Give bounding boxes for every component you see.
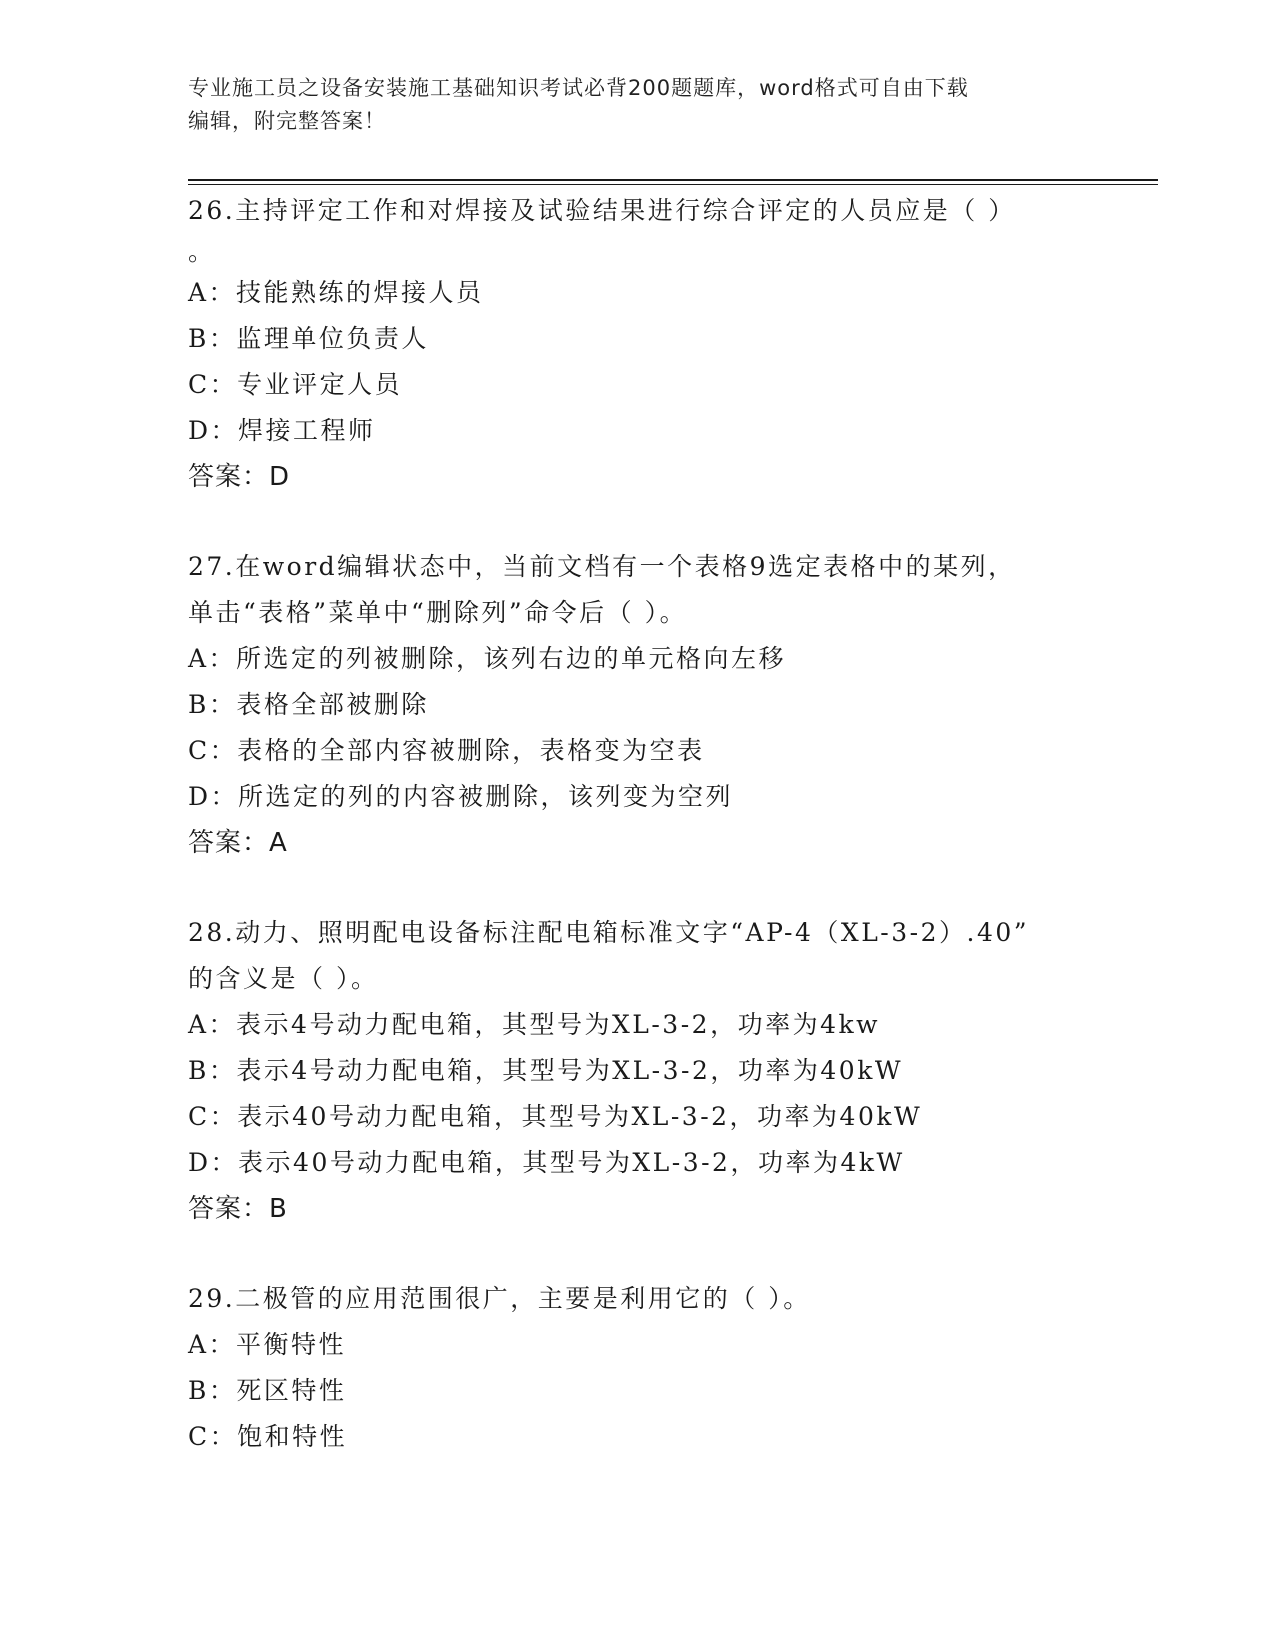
question-stem-continued: 。 [188,237,216,266]
question-stem-continued: 的含义是（ ）。 [188,964,379,993]
question-spacer [188,866,1088,910]
document-header [188,72,1088,138]
option-b: B：表示4号动力配电箱，其型号为XL-3-2，功率为40kW [188,1056,904,1085]
question-stem: 27.在word编辑状态中，当前文档有一个表格9选定表格中的某列， [188,552,1016,581]
question-27 [188,544,1088,866]
header-divider-thick [188,179,1158,181]
question-list [188,188,1088,1460]
question-stem: 29.二极管的应用范围很广，主要是利用它的（ ）。 [188,1284,811,1313]
answer-line: 答案：B [188,1194,288,1224]
option-d: D：表示40号动力配电箱，其型号为XL-3-2，功率为4kW [188,1148,905,1177]
question-stem-continued: 单击“表格”菜单中“删除列”命令后（ ）。 [188,598,688,627]
question-spacer [188,1232,1088,1276]
answer-line: 答案：A [188,828,288,858]
option-a: A：技能熟练的焊接人员 [188,278,484,307]
header-divider-thin [188,184,1158,185]
question-26 [188,188,1088,500]
option-c: C：表格的全部内容被删除，表格变为空表 [188,736,705,765]
option-b: B：死区特性 [188,1376,347,1405]
question-29 [188,1276,1088,1460]
question-stem: 26.主持评定工作和对焊接及试验结果进行综合评定的人员应是（ ） [188,196,1016,225]
option-b: B：表格全部被删除 [188,690,429,719]
option-d: D：所选定的列的内容被删除，该列变为空列 [188,782,734,811]
option-a: A：表示4号动力配电箱，其型号为XL-3-2，功率为4kw [188,1010,881,1039]
option-c: C：表示40号动力配电箱，其型号为XL-3-2，功率为40kW [188,1102,923,1131]
option-c: C：饱和特性 [188,1422,348,1451]
option-b: B：监理单位负责人 [188,324,429,353]
option-c: C：专业评定人员 [188,370,403,399]
question-28 [188,910,1088,1232]
question-spacer [188,500,1088,544]
answer-line: 答案：D [188,462,291,492]
option-d: D：焊接工程师 [188,416,376,445]
option-a: A：所选定的列被删除，该列右边的单元格向左移 [188,644,787,673]
question-stem: 28.动力、照明配电设备标注配电箱标准文字“AP-4（XL-3-2）.40” [188,918,1030,947]
header-title-line-1: 专业施工员之设备安装施工基础知识考试必背200题题库，word格式可自由下载 [188,76,969,100]
header-title-line-2: 编辑，附完整答案！ [188,109,386,133]
option-a: A：平衡特性 [188,1330,347,1359]
